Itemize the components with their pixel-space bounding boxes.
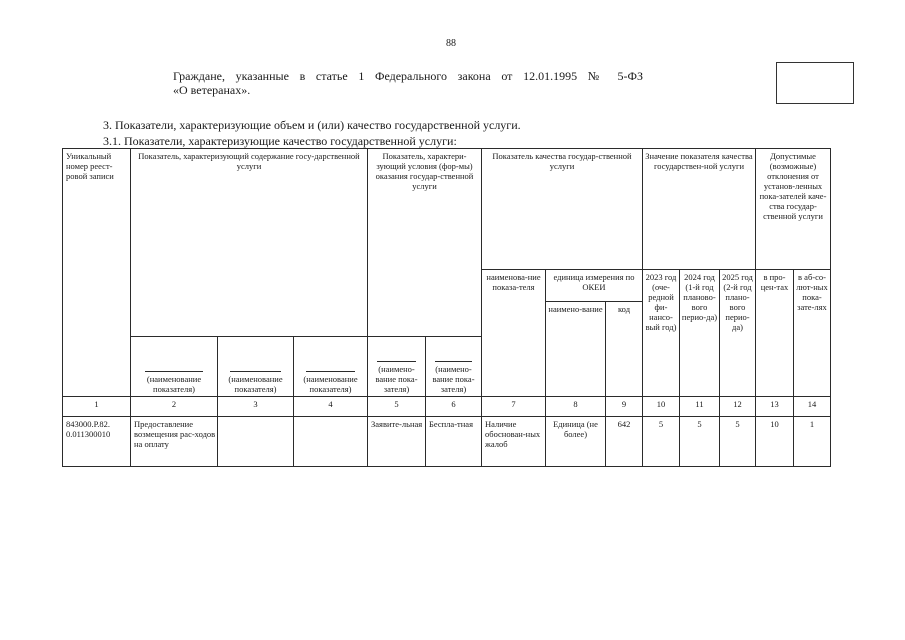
cell-service-content: Предоставление возмещения рас-ходов на оплату [131, 417, 218, 467]
header-unit-name: наимено-вание [546, 302, 606, 397]
header-indicator-value: Значение показателя качества государствен-ной услуги [643, 149, 756, 270]
subheader-col6: (наимено-вание пока-зателя) [426, 337, 482, 397]
column-number: 6 [426, 397, 482, 417]
column-number: 4 [294, 397, 368, 417]
column-number: 7 [482, 397, 546, 417]
column-number: 14 [794, 397, 831, 417]
cell-col4 [294, 417, 368, 467]
cell-col3 [218, 417, 294, 467]
column-number: 9 [606, 397, 643, 417]
header-indicator-name: наименова-ние показа-теля [482, 270, 546, 397]
cell-unit-code: 642 [606, 417, 643, 467]
recipients-line-1: Граждане, указанные в статье 1 Федерального закона от 12.01.1995 № 5-ФЗ [173, 69, 643, 83]
column-number: 5 [368, 397, 426, 417]
section-3-heading: 3. Показатели, характеризующие объем и (или) качество государственной услуги. [103, 118, 521, 132]
cell-condition-1: Заявите-льная [368, 417, 426, 467]
subheader-col2: (наименование показателя) [131, 337, 218, 397]
subheader-col3: (наименование показателя) [218, 337, 294, 397]
header-year-2023: 2023 год (оче-редной фи-нансо-вый год) [643, 270, 680, 397]
column-number: 10 [643, 397, 680, 417]
cell-value-2023: 5 [643, 417, 680, 467]
header-deviation-absolute: в аб-со-лют-ных пока-зате-лях [794, 270, 831, 397]
header-unit-code: код [606, 302, 643, 397]
column-number: 1 [63, 397, 131, 417]
subheader-col4: (наименование показателя) [294, 337, 368, 397]
header-year-2024: 2024 год (1-й год планово-вого перио-да) [680, 270, 720, 397]
column-number: 12 [720, 397, 756, 417]
column-number: 3 [218, 397, 294, 417]
cell-condition-2: Беспла-тная [426, 417, 482, 467]
header-deviation-percent: в про-цен-тах [756, 270, 794, 397]
column-number: 11 [680, 397, 720, 417]
section-3-1-heading: 3.1. Показатели, характеризующие качество государственной услуги: [103, 134, 457, 148]
cell-registry-number: 843000.Р.82. 0.011300010 [63, 417, 131, 467]
cell-deviation-percent: 10 [756, 417, 794, 467]
column-number: 2 [131, 397, 218, 417]
column-number: 8 [546, 397, 606, 417]
cell-unit-name: Единица (не более) [546, 417, 606, 467]
header-quality-indicator: Показатель качества государ-ственной услуги [482, 149, 643, 270]
cell-value-2024: 5 [680, 417, 720, 467]
quality-indicators-table [62, 148, 831, 467]
header-unique-number: Уникальный номер реест-ровой записи [63, 149, 131, 397]
header-unit-okei: единица измерения по ОКЕИ [546, 270, 643, 302]
cell-indicator-name: Наличие обоснован-ных жалоб [482, 417, 546, 467]
subheader-col5: (наимено-вание пока-зателя) [368, 337, 426, 397]
header-service-conditions: Показатель, характери-зующий условия (фор-мы) оказания государ-ственной услуги [368, 149, 482, 337]
header-service-content: Показатель, характеризующий содержание госу-дарственной услуги [131, 149, 368, 337]
table-row [63, 417, 831, 467]
cell-value-2025: 5 [720, 417, 756, 467]
header-year-2025: 2025 год (2-й год плано-вого перио-да) [720, 270, 756, 397]
recipients-paragraph [173, 69, 643, 97]
header-allowed-deviations: Допустимые (возможные) отклонения от установ-ленных пока-зателей каче-ства государ-ственной услуги [756, 149, 831, 270]
code-box [776, 62, 854, 104]
column-number: 13 [756, 397, 794, 417]
recipients-line-2: «О ветеранах». [173, 83, 251, 97]
page-number: 88 [446, 38, 456, 49]
cell-deviation-absolute: 1 [794, 417, 831, 467]
